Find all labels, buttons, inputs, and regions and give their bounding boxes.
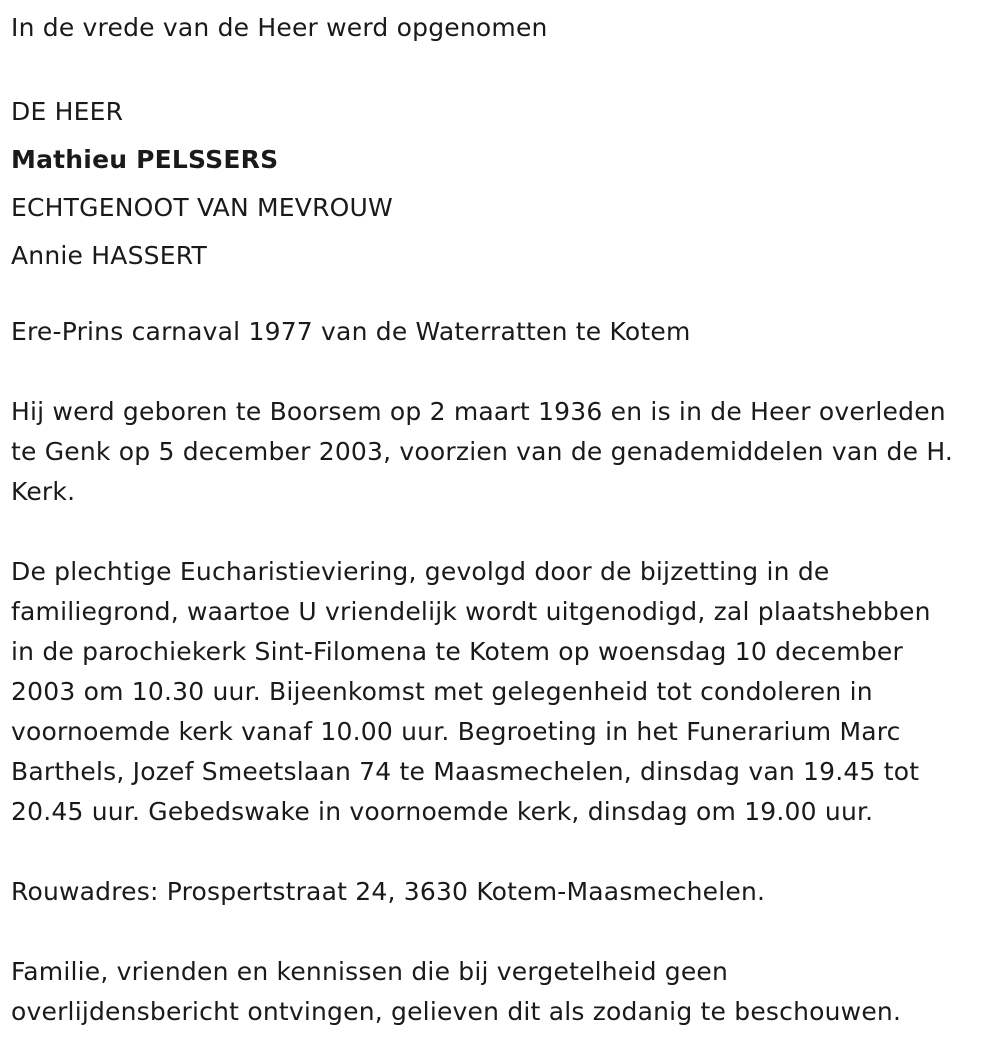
paragraph-line: Barthels, Jozef Smeetslaan 74 te Maasmechelen, dinsdag van 19.45 tot <box>11 757 920 786</box>
paragraph-line: Familie, vrienden en kennissen die bij vergetelheid geen <box>11 957 729 986</box>
spacer <box>11 280 990 312</box>
mourning-address: Rouwadres: Prospertstraat 24, 3630 Kotem-Maasmechelen. <box>11 877 766 906</box>
deceased-name: Mathieu PELSSERS <box>11 145 279 174</box>
paragraph-line: te Genk op 5 december 2003, voorzien van de genademiddelen van de H. <box>11 437 954 466</box>
paragraph-line: in de parochiekerk Sint-Filomena te Kotem op woensdag 10 december <box>11 637 903 666</box>
intro-text: In de vrede van de Heer werd opgenomen <box>11 13 548 42</box>
closing-paragraph <box>11 952 990 1032</box>
paragraph-line: overlijdensbericht ontvingen, gelieven dit als zodanig te beschouwen. <box>11 997 902 1026</box>
paragraph-line: 2003 om 10.30 uur. Bijeenkomst met gelegenheid tot condoleren in <box>11 677 873 706</box>
paragraph-line: familiegrond, waartoe U vriendelijk wordt uitgenodigd, zal plaatshebben <box>11 597 931 626</box>
paragraph-line: 20.45 uur. Gebedswake in voornoemde kerk, dinsdag om 19.00 uur. <box>11 797 874 826</box>
spouse-label: ECHTGENOOT VAN MEVROUW <box>11 193 393 222</box>
paragraph-line: Kerk. <box>11 477 76 506</box>
ceremony-paragraph <box>11 552 990 832</box>
spacer <box>11 832 990 872</box>
birth-death-paragraph <box>11 392 990 512</box>
honorary-title: Ere-Prins carnaval 1977 van de Waterratten te Kotem <box>11 317 691 346</box>
spouse-name: Annie HASSERT <box>11 241 207 270</box>
paragraph-line: De plechtige Eucharistieviering, gevolgd door de bijzetting in de <box>11 557 830 586</box>
paragraph-line: voornoemde kerk vanaf 10.00 uur. Begroeting in het Funerarium Marc <box>11 717 901 746</box>
paragraph-line: Hij werd geboren te Boorsem op 2 maart 1936 en is in de Heer overleden <box>11 397 946 426</box>
spacer <box>11 352 990 392</box>
spacer <box>11 48 990 88</box>
spacer <box>11 512 990 552</box>
honorific: DE HEER <box>11 97 124 126</box>
spacer <box>11 912 990 952</box>
